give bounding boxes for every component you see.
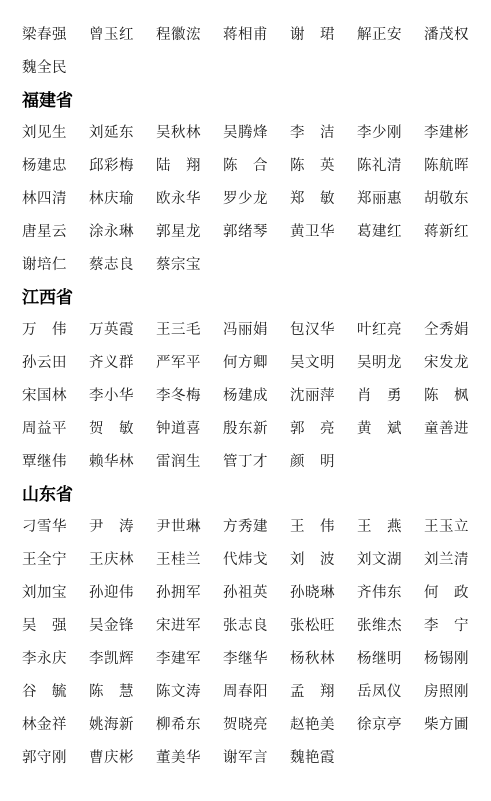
- person-name: 郭绪琴: [223, 224, 268, 240]
- person-name: 王三毛: [156, 322, 201, 338]
- person-name: 包汉华: [290, 322, 335, 338]
- name-grid: [0, 117, 491, 282]
- person-name: 谢 珺: [290, 27, 335, 43]
- person-name: 王玉立: [424, 519, 469, 535]
- person-name: 贺 敏: [89, 421, 134, 437]
- province-heading: 福建省: [22, 91, 73, 111]
- person-name: 葛建红: [357, 224, 402, 240]
- person-name: 魏艳霞: [290, 750, 335, 766]
- person-name: 涂永琳: [89, 224, 134, 240]
- person-name: 杨建忠: [22, 158, 67, 174]
- person-name: 冯丽娟: [223, 322, 268, 338]
- person-name: 李建彬: [424, 125, 469, 141]
- person-name: 万 伟: [22, 322, 67, 338]
- person-name: 宋进军: [156, 618, 201, 634]
- person-name: 齐伟东: [357, 585, 402, 601]
- person-name: 赵艳美: [290, 717, 335, 733]
- person-name: 姚海新: [89, 717, 134, 733]
- person-name: 赖华林: [89, 454, 134, 470]
- person-name: 李凯辉: [89, 651, 134, 667]
- person-name: 魏全民: [22, 60, 67, 76]
- person-name: 张志良: [223, 618, 268, 634]
- person-name: 齐义群: [89, 355, 134, 371]
- person-name: 黄卫华: [290, 224, 335, 240]
- person-name: 唐星云: [22, 224, 67, 240]
- person-name: 蔡志良: [89, 257, 134, 273]
- person-name: 孙拥军: [156, 585, 201, 601]
- person-name: 解正安: [357, 27, 402, 43]
- person-name: 宋国林: [22, 388, 67, 404]
- person-name: 杨继明: [357, 651, 402, 667]
- person-name: 叶红亮: [357, 322, 402, 338]
- name-grid: [0, 19, 491, 85]
- person-name: 吴腾烽: [223, 125, 268, 141]
- person-name: 王 燕: [357, 519, 402, 535]
- person-name: 张维杰: [357, 618, 402, 634]
- province-section: [0, 85, 491, 282]
- person-name: 郑丽惠: [357, 191, 402, 207]
- person-name: 方秀建: [223, 519, 268, 535]
- person-name: 邱彩梅: [89, 158, 134, 174]
- person-name: 殷东新: [223, 421, 268, 437]
- person-name: 王全宁: [22, 552, 67, 568]
- person-name: 陈礼清: [357, 158, 402, 174]
- person-name: 李 宁: [424, 618, 469, 634]
- person-name: 管丁才: [223, 454, 268, 470]
- person-name: 沈丽萍: [290, 388, 335, 404]
- person-name: 何方卿: [223, 355, 268, 371]
- person-name: 刘兰清: [424, 552, 469, 568]
- person-name: 蒋相甫: [223, 27, 268, 43]
- person-name: 王 伟: [290, 519, 335, 535]
- person-name: 蔡宗宝: [156, 257, 201, 273]
- person-name: 万英霞: [89, 322, 134, 338]
- person-name: 梁春强: [22, 27, 67, 43]
- person-name: 何 政: [424, 585, 469, 601]
- person-name: 周春阳: [223, 684, 268, 700]
- person-name: 潘茂权: [424, 27, 469, 43]
- person-name: 黄 斌: [357, 421, 402, 437]
- person-name: 代炜戈: [223, 552, 268, 568]
- person-name: 吴秋林: [156, 125, 201, 141]
- person-name: 谢军言: [223, 750, 268, 766]
- person-name: 郭 亮: [290, 421, 335, 437]
- person-name: 严军平: [156, 355, 201, 371]
- person-name: 孙云田: [22, 355, 67, 371]
- person-name: 孙祖英: [223, 585, 268, 601]
- person-name: 宋发龙: [424, 355, 469, 371]
- person-name: 童善进: [424, 421, 469, 437]
- person-name: 欧永华: [156, 191, 201, 207]
- person-name: 吴金锋: [89, 618, 134, 634]
- name-grid: [0, 511, 491, 775]
- person-name: 杨锡刚: [424, 651, 469, 667]
- person-name: 陆 翔: [156, 158, 201, 174]
- person-name: 董美华: [156, 750, 201, 766]
- person-name: 尹 涛: [89, 519, 134, 535]
- person-name: 尹世琳: [156, 519, 201, 535]
- person-name: 陈文涛: [156, 684, 201, 700]
- person-name: 房照刚: [424, 684, 469, 700]
- person-name: 刘 波: [290, 552, 335, 568]
- person-name: 覃继伟: [22, 454, 67, 470]
- province-heading: 山东省: [22, 485, 73, 505]
- person-name: 郭星龙: [156, 224, 201, 240]
- person-name: 王庆林: [89, 552, 134, 568]
- person-name: 刁雪华: [22, 519, 67, 535]
- person-name: 柴方圃: [424, 717, 469, 733]
- person-name: 贺晓亮: [223, 717, 268, 733]
- person-name: 孟 翔: [290, 684, 335, 700]
- person-name: 林金祥: [22, 717, 67, 733]
- person-name: 李冬梅: [156, 388, 201, 404]
- person-name: 吴文明: [290, 355, 335, 371]
- person-name: 陈航晖: [424, 158, 469, 174]
- person-name: 孙晓琳: [290, 585, 335, 601]
- person-name: 刘加宝: [22, 585, 67, 601]
- person-name: 柳希东: [156, 717, 201, 733]
- person-name: 蒋新红: [424, 224, 469, 240]
- province-section: [0, 19, 491, 85]
- person-name: 谢培仁: [22, 257, 67, 273]
- person-name: 李永庆: [22, 651, 67, 667]
- person-name: 雷润生: [156, 454, 201, 470]
- person-name: 岳凤仪: [357, 684, 402, 700]
- person-name: 李 洁: [290, 125, 335, 141]
- person-name: 刘见生: [22, 125, 67, 141]
- person-name: 程徽浤: [156, 27, 201, 43]
- person-name: 郭守刚: [22, 750, 67, 766]
- person-name: 钟道喜: [156, 421, 201, 437]
- person-name: 谷 毓: [22, 684, 67, 700]
- person-name: 曾玉红: [89, 27, 134, 43]
- person-name: 刘延东: [89, 125, 134, 141]
- province-section: [0, 282, 491, 479]
- person-name: 李继华: [223, 651, 268, 667]
- person-name: 胡敬东: [424, 191, 469, 207]
- person-name: 张松旺: [290, 618, 335, 634]
- person-name: 陈 英: [290, 158, 335, 174]
- person-name: 杨秋林: [290, 651, 335, 667]
- person-name: 陈 枫: [424, 388, 469, 404]
- person-name: 王桂兰: [156, 552, 201, 568]
- person-name: 李小华: [89, 388, 134, 404]
- person-name: 罗少龙: [223, 191, 268, 207]
- person-name: 李少刚: [357, 125, 402, 141]
- province-section: [0, 479, 491, 775]
- person-name: 徐京亭: [357, 717, 402, 733]
- person-name: 陈 慧: [89, 684, 134, 700]
- person-name: 杨建成: [223, 388, 268, 404]
- person-name: 林四清: [22, 191, 67, 207]
- person-name: 仝秀娟: [424, 322, 469, 338]
- name-grid: [0, 314, 491, 479]
- person-name: 陈 合: [223, 158, 268, 174]
- person-name: 吴 强: [22, 618, 67, 634]
- person-name: 刘文湖: [357, 552, 402, 568]
- person-name: 颜 明: [290, 454, 335, 470]
- person-name: 孙迎伟: [89, 585, 134, 601]
- person-name: 周益平: [22, 421, 67, 437]
- person-name: 肖 勇: [357, 388, 402, 404]
- person-name: 林庆瑜: [89, 191, 134, 207]
- person-name: 曹庆彬: [89, 750, 134, 766]
- province-heading: 江西省: [22, 288, 73, 308]
- person-name: 李建军: [156, 651, 201, 667]
- person-name: 吴明龙: [357, 355, 402, 371]
- person-name: 郑 敏: [290, 191, 335, 207]
